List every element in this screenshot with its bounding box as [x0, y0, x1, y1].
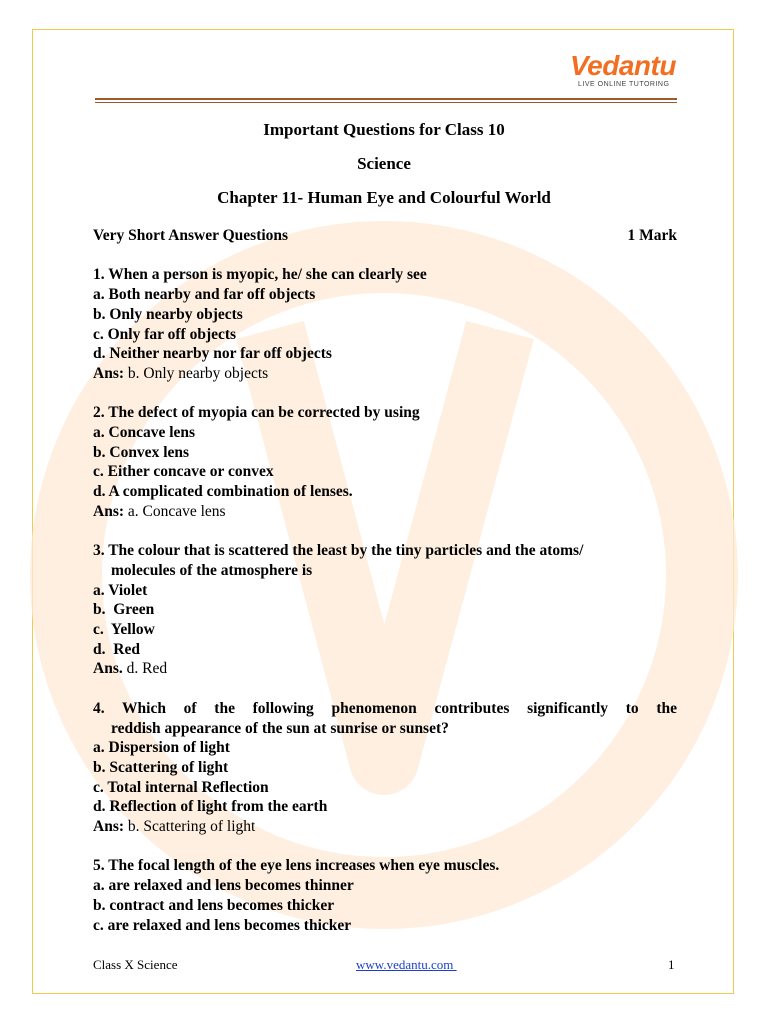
question-text	[93, 699, 677, 738]
option: a. Both nearby and far off objects	[93, 286, 316, 304]
answer-label: Ans:	[93, 502, 125, 520]
option: a. Dispersion of light	[93, 739, 230, 757]
option: b. contract and lens becomes thicker	[93, 896, 335, 914]
question-5	[93, 856, 677, 935]
footer-class-label: Class X Science	[93, 957, 178, 972]
question-text: 5. The focal length of the eye lens increases when eye muscles.	[93, 857, 500, 875]
option: d. Red	[93, 640, 140, 658]
option: c. Only far off objects	[93, 325, 237, 343]
question-3	[93, 541, 677, 679]
header-rule-thin	[95, 102, 677, 103]
logo-wordmark: Vedantu	[570, 50, 676, 81]
answer-value: a. Concave lens	[127, 502, 226, 520]
header-rule	[95, 98, 677, 100]
answer-value: d. Red	[126, 660, 168, 678]
question-list	[93, 226, 677, 955]
question-text-line1: 3. The colour that is scattered the least by the tiny particles and the atoms/	[93, 542, 584, 560]
answer	[93, 659, 677, 679]
question-4	[93, 699, 677, 837]
answer	[93, 364, 677, 384]
option: c. Total internal Reflection	[93, 778, 269, 796]
option: b. Scattering of light	[93, 758, 229, 776]
question-1	[93, 265, 677, 383]
option: c. are relaxed and lens becomes thicker	[93, 916, 352, 934]
option: d. Neither nearby nor far off objects	[93, 345, 332, 363]
logo-tagline: LIVE ONLINE TUTORING	[578, 81, 670, 88]
option: a. Concave lens	[93, 424, 196, 441]
question-2	[93, 403, 677, 521]
option: a. Violet	[93, 581, 148, 599]
page-title: Important Questions for Class 10	[263, 120, 505, 139]
option: d. Reflection of light from the earth	[93, 798, 328, 816]
option: c. Either concave or convex	[93, 463, 274, 481]
question-text-line2: molecules of the atmosphere is	[111, 561, 313, 579]
option: b. Only nearby objects	[93, 305, 243, 323]
section-label: Very Short Answer Questions	[93, 227, 289, 244]
option: b. Green	[93, 601, 155, 619]
question-text	[93, 541, 677, 580]
answer	[93, 502, 677, 522]
option: a. are relaxed and lens becomes thinner	[93, 877, 354, 895]
question-text: 1. When a person is myopic, he/ she can clearly see	[93, 266, 427, 284]
answer-label: Ans.	[93, 660, 123, 678]
answer-label: Ans:	[93, 818, 125, 836]
option: d. A complicated combination of lenses.	[93, 483, 353, 501]
footer-page-number: 1	[668, 957, 675, 972]
answer	[93, 817, 677, 837]
question-text: 2. The defect of myopia can be corrected by using	[93, 404, 420, 422]
section-marks: 1 Mark	[627, 227, 677, 244]
answer-value: b. Only nearby objects	[127, 364, 269, 382]
chapter-title: Chapter 11- Human Eye and Colourful World	[217, 188, 551, 207]
vedantu-logo	[570, 50, 690, 90]
question-text-line1: 4. Which of the following phenomenon contributes significantly to the	[93, 699, 677, 717]
option: c. Yellow	[93, 621, 155, 639]
page-subject: Science	[357, 154, 411, 173]
answer-value: b. Scattering of light	[127, 818, 256, 836]
section-header	[93, 226, 677, 246]
question-text-line2: reddish appearance of the sun at sunrise or sunset?	[111, 719, 449, 737]
footer-website-link[interactable]: www.vedantu.com	[356, 957, 457, 972]
answer-label: Ans:	[93, 364, 125, 382]
option: b. Convex lens	[93, 443, 190, 461]
